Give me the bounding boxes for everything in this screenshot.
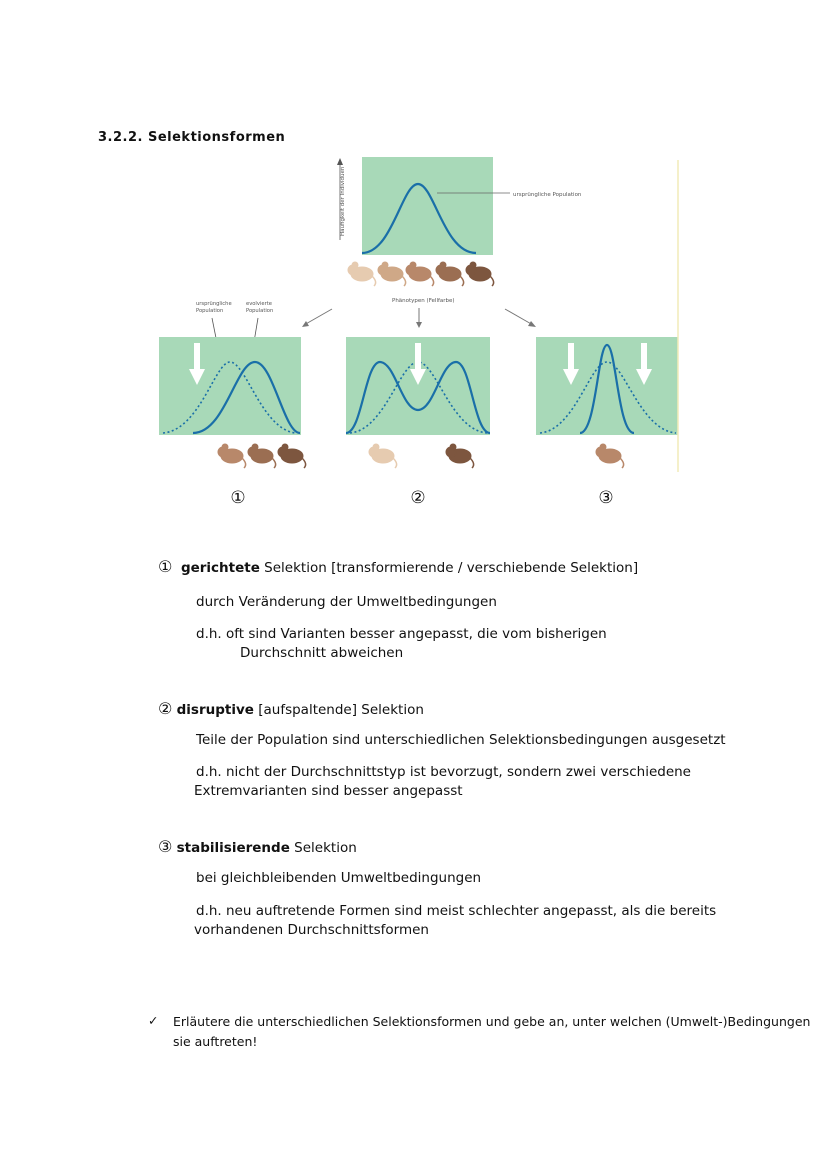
task-checkmark-icon: ✓ — [148, 1013, 159, 1028]
left-label-evolved: evolvierte Population — [246, 301, 274, 314]
mouse-top-4 — [436, 262, 464, 286]
panel-number-1: ① — [230, 488, 246, 508]
panel1-selection-arrow-shaft — [194, 343, 200, 371]
left-label-original: ursprüngliche Population — [196, 301, 232, 314]
panel3-selection-arrow-right-shaft — [641, 343, 647, 371]
section-1-title-bold: gerichtete — [180, 560, 260, 576]
panel-stabilizing — [536, 337, 678, 435]
section-1-line2a: d.h. oft sind Varianten besser angepasst, die vom bisherigen — [196, 626, 607, 642]
task-line2: sie auftreten! — [173, 1034, 258, 1049]
section-2-title-rest: [aufspaltende] Selektion — [253, 702, 424, 718]
section-1-number: ① — [158, 557, 173, 576]
section-1-line2b: Durchschnitt abweichen — [240, 645, 404, 661]
section-3-line1: bei gleichbleibenden Umweltbedingungen — [196, 870, 482, 886]
panel-number-3: ③ — [598, 488, 614, 508]
section-3-line2a: d.h. neu auftretende Formen sind meist schlechter angepasst, als die bereits — [196, 903, 717, 919]
mouse-top-1 — [348, 262, 376, 286]
arrowhead-left — [302, 321, 309, 327]
phenotype-label: Phänotypen (Fellfarbe) — [392, 298, 455, 304]
mouse-p2-2 — [446, 444, 474, 468]
panel2-selection-arrow-shaft — [415, 343, 421, 371]
original-population-label: ursprüngliche Population — [513, 192, 582, 198]
arrow-right — [505, 309, 533, 325]
arrowhead-mid — [416, 322, 422, 328]
mouse-p1-3 — [278, 444, 306, 468]
section-2-line2a: d.h. nicht der Durchschnittstyp ist bevorzugt, sondern zwei verschiedene — [196, 764, 691, 780]
section-3-title-bold: stabilisierende — [176, 840, 290, 856]
section-3-number: ③ — [158, 837, 173, 856]
mouse-top-2 — [378, 262, 406, 286]
selection-forms-figure — [0, 0, 828, 520]
panel-number-2: ② — [410, 488, 426, 508]
task-line1: Erläutere die unterschiedlichen Selektionsformen und gebe an, unter welchen (Umwelt-)Bedingungen — [173, 1014, 811, 1029]
arrow-left — [304, 309, 332, 325]
section-2-title — [158, 699, 424, 718]
mouse-top-5 — [466, 262, 494, 286]
mouse-p1-2 — [248, 444, 276, 468]
section-1-title-rest: Selektion [transformierende / verschiebende Selektion] — [259, 560, 639, 576]
section-2-title-bold: disruptive — [176, 702, 254, 718]
arrowhead-right — [528, 321, 536, 327]
section-1-title — [158, 557, 638, 576]
section-3-title-rest: Selektion — [289, 840, 357, 856]
section-2-number: ② — [158, 699, 173, 718]
mouse-p3-1 — [596, 444, 624, 468]
mouse-top-3 — [406, 262, 434, 286]
section-2-line1: Teile der Population sind unterschiedlichen Selektionsbedingungen ausgesetzt — [196, 732, 726, 748]
section-3-title — [158, 837, 357, 856]
section-heading: 3.2.2. Selektionsformen — [98, 130, 286, 145]
mouse-p1-1 — [218, 444, 246, 468]
section-3-line2b: vorhandenen Durchschnittsformen — [194, 922, 429, 938]
panel3-selection-arrow-left-shaft — [568, 343, 574, 371]
panel-directional — [159, 337, 301, 435]
axis-label: Häufigkeit der Individuen — [340, 166, 346, 236]
section-2-line2b: Extremvarianten sind besser angepasst — [194, 783, 463, 799]
axis-arrowhead — [337, 158, 343, 165]
section-1-line1: durch Veränderung der Umweltbedingungen — [196, 594, 497, 610]
mouse-p2-1 — [369, 444, 397, 468]
